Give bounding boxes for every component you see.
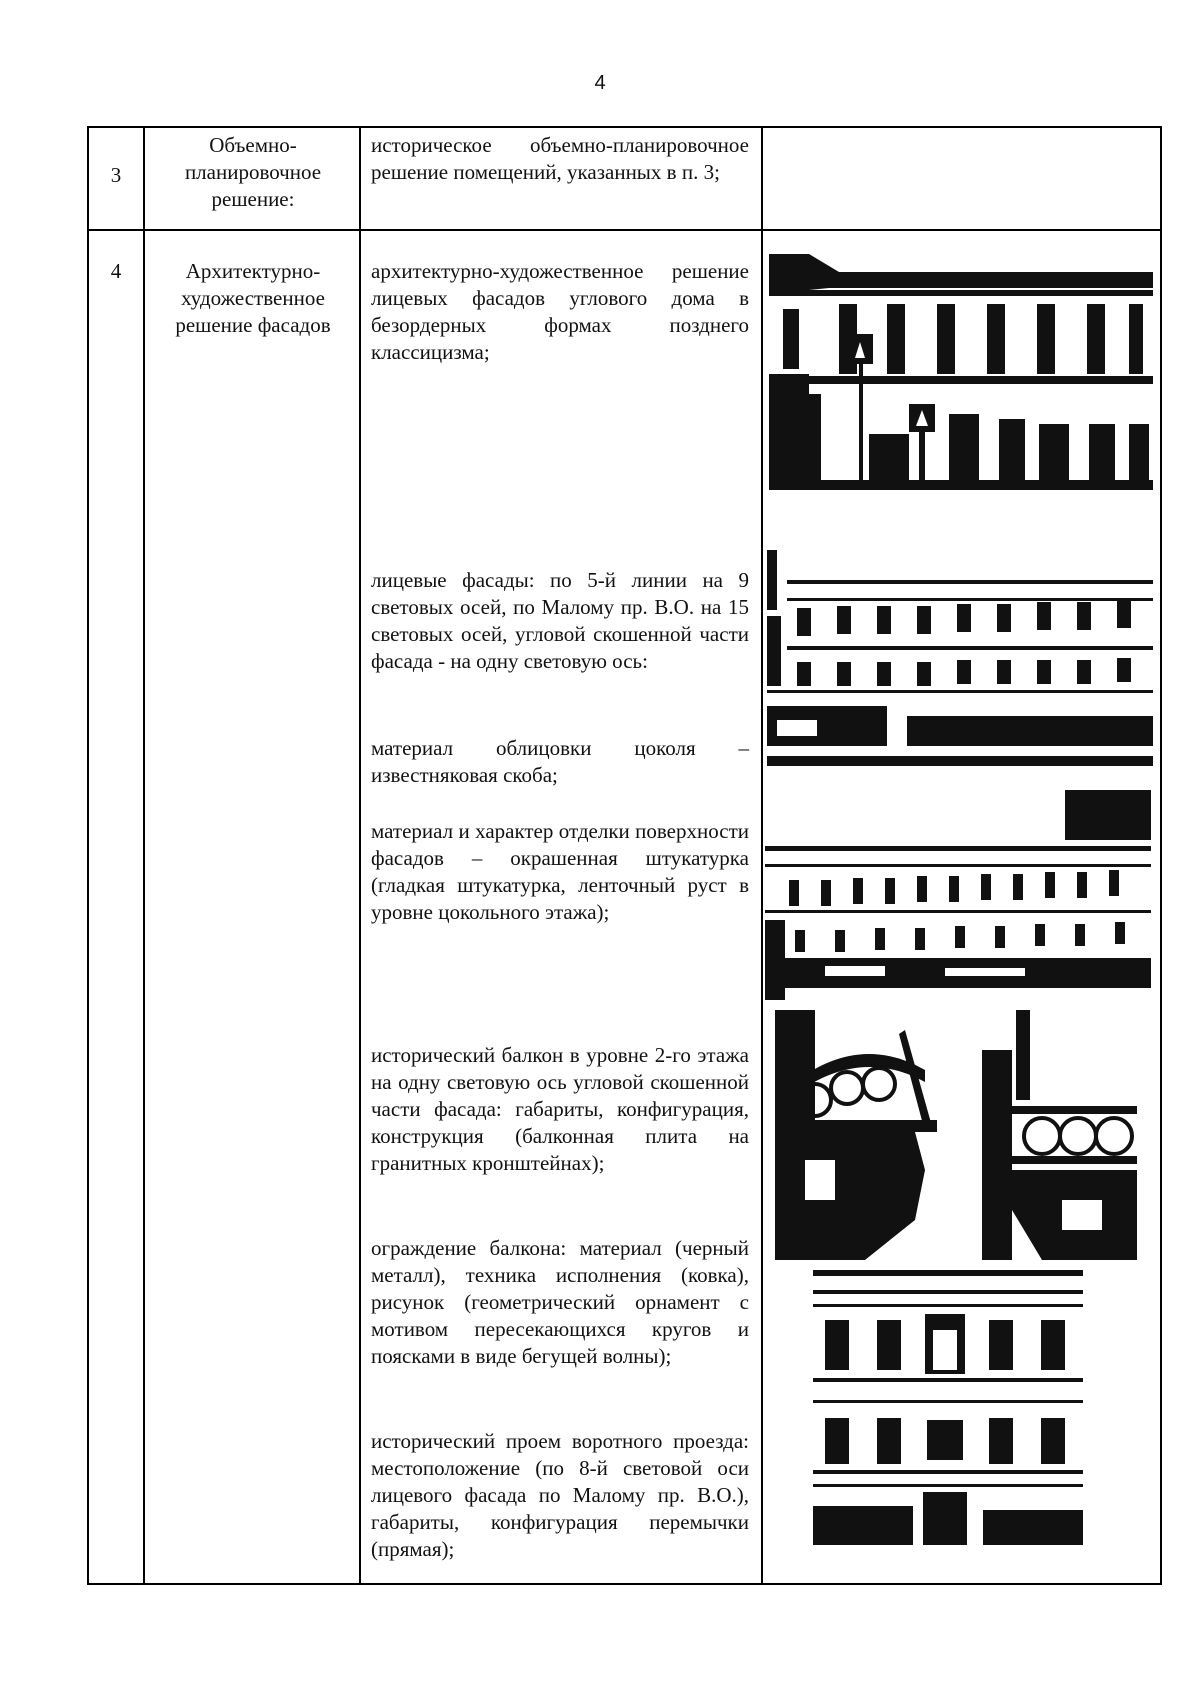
facade-solution-paragraph: архитектурно-художественное решение лицевых фасадов углового дома в безордерных формах позднего классицизма; <box>371 259 749 364</box>
row-3-description: историческое объемно-планировочное решение помещений, указанных в п. 3; <box>371 133 749 184</box>
balcony-railing-paragraph: ограждение балкона: материал (черный металл), техника исполнения (ковка), рисунок (геометрический орнамент с мотивом пересекающихся кругов и поясками в виде бегущей волны); <box>371 1236 749 1368</box>
plinth-material-paragraph: материал облицовки цоколя – известняковая скоба; <box>371 736 749 787</box>
balcony-photo-left <box>775 1010 937 1260</box>
table-col-divider-1 <box>143 126 145 1585</box>
row-4-index: 4 <box>110 259 122 283</box>
facade-finish-paragraph: материал и характер отделки поверхности фасадов – окрашенная штукатурка (гладкая штукатурка, ленточный руст в уровне цокольного этажа); <box>371 819 749 924</box>
row-3-index: 3 <box>110 163 122 187</box>
table-border-top <box>87 126 1162 128</box>
facade-photo-closeup <box>769 254 1153 490</box>
table-col-divider-3 <box>761 126 763 1585</box>
table-border-left <box>87 126 89 1585</box>
balcony-photo-right <box>982 1010 1137 1260</box>
facade-axes-paragraph: лицевые фасады: по 5-й линии на 9 световых осей, по Малому пр. В.О. на 15 световых осей, угловой скошенной части фасада - на одну световую ось: <box>371 568 749 673</box>
gateway-facade-photo <box>813 1270 1083 1545</box>
row-3-name: Объемно-планировочное решение: <box>184 133 322 211</box>
row-4-name: Архитектурно-художественное решение фасадов <box>175 259 331 337</box>
table-border-right <box>1160 126 1162 1585</box>
facade-photo-wide-1 <box>767 520 1153 766</box>
page-number: 4 <box>594 72 606 94</box>
table-row-divider <box>87 229 1162 231</box>
balcony-paragraph: исторический балкон в уровне 2-го этажа на одну световую ось угловой скошенной части фасада: габариты, конфигурация, конструкция (балконная плита на гранитных кронштейнах); <box>371 1043 749 1175</box>
table-border-bottom <box>87 1583 1162 1585</box>
table-col-divider-2 <box>359 126 361 1585</box>
gateway-opening-paragraph: исторический проем воротного проезда: местоположение (по 8-й световой оси лицевого фасада по Малому пр. В.О.), габариты, конфигурация перемычки (прямая); <box>371 1429 749 1561</box>
facade-photo-wide-2 <box>765 790 1151 1000</box>
